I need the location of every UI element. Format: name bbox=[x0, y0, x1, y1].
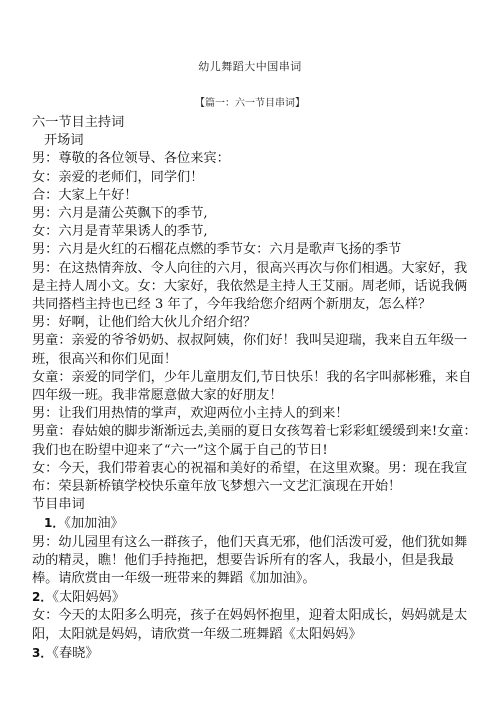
main-heading: 六一节目主持词 bbox=[32, 115, 125, 130]
script-line: 合：大家上午好！ bbox=[32, 187, 138, 203]
program-item-number: 1． bbox=[44, 516, 65, 531]
program-item-name: 《加加油》 bbox=[64, 516, 124, 532]
program-item-title bbox=[32, 644, 478, 663]
program-item-title bbox=[32, 588, 478, 607]
program-heading: 节目串词 bbox=[32, 497, 85, 513]
program-item-title bbox=[32, 514, 478, 533]
document-body bbox=[32, 114, 478, 663]
script-line: 女童：亲爱的同学们，少年儿童朋友们,节日快乐！我的名字叫郝彬雅，来自四年级一班。我非常愿意做大家的好朋友！ bbox=[32, 369, 472, 404]
program-item-number: 3． bbox=[32, 645, 53, 660]
script-line: 男：让我们用热情的掌声，欢迎两位小主持人的到来！ bbox=[32, 406, 349, 422]
script-line: 男：在这热情奔放、令人向往的六月，很高兴再次与你们相遇。大家好，我是主持人周小文。女：大家好，我依然是主持人王艾丽。周老师，话说我俩共同搭档主持也已经 3 年了，今年我给您介绍两个新朋友，怎么样？ bbox=[32, 260, 468, 313]
script-line: 男：六月是火红的石榴花点燃的季节女：六月是歌声飞扬的季节 bbox=[32, 242, 402, 258]
script-line: 男童：春姑娘的脚步渐渐远去,美丽的夏日女孩驾着七彩彩虹缓缓到来!女童：我们也在盼望中迎来了“六一”这个属于自己的节日! bbox=[32, 424, 477, 458]
script-line: 女：亲爱的老师们，同学们！ bbox=[32, 169, 204, 185]
program-item-number: 2． bbox=[32, 590, 53, 605]
script-line: 女：六月是青苹果诱人的季节, bbox=[32, 224, 208, 240]
script-line: 男童：亲爱的爷爷奶奶、叔叔阿姨，你们好！我叫吴迎瑞，我来自五年级一班，很高兴和你们见面！ bbox=[32, 333, 468, 367]
program-item-text: 男：幼儿园里有这么一群孩子，他们天真无邪，他们活泼可爱，他们犹如舞动的精灵，瞧！他们手持拖把，想要告诉所有的客人，我最小，但是我最棒。请欣赏由一年级一班带来的舞蹈《加加油》。 bbox=[32, 534, 468, 587]
document-title: 幼儿舞蹈大中国串词 bbox=[198, 60, 302, 73]
script-line: 男：六月是蒲公英飘下的季节, bbox=[32, 206, 208, 222]
program-item-name: 《太阳妈妈》 bbox=[52, 590, 125, 606]
script-line: 女：今天，我们带着衷心的祝福和美好的希望，在这里欢聚。男：现在我宣布：荣县新桥镇学校快乐童年放飞梦想六一文艺汇演现在开始！ bbox=[32, 460, 468, 495]
program-item-text: 女：今天的太阳多么明亮，孩子在妈妈怀抱里，迎着太阳成长，妈妈就是太阳，太阳就是妈妈，请欣赏一年级二班舞蹈《太阳妈妈》 bbox=[32, 608, 468, 642]
program-item-name: 《春晓》 bbox=[52, 645, 99, 661]
script-line: 男：尊敬的各位领导、各位来宾： bbox=[32, 151, 230, 167]
section-tag: 【篇一：六一节目串词】 bbox=[195, 98, 305, 109]
script-line: 男：好啊，让他们给大伙儿介绍介绍？ bbox=[32, 315, 257, 331]
opening-heading: 开场词 bbox=[44, 133, 84, 149]
